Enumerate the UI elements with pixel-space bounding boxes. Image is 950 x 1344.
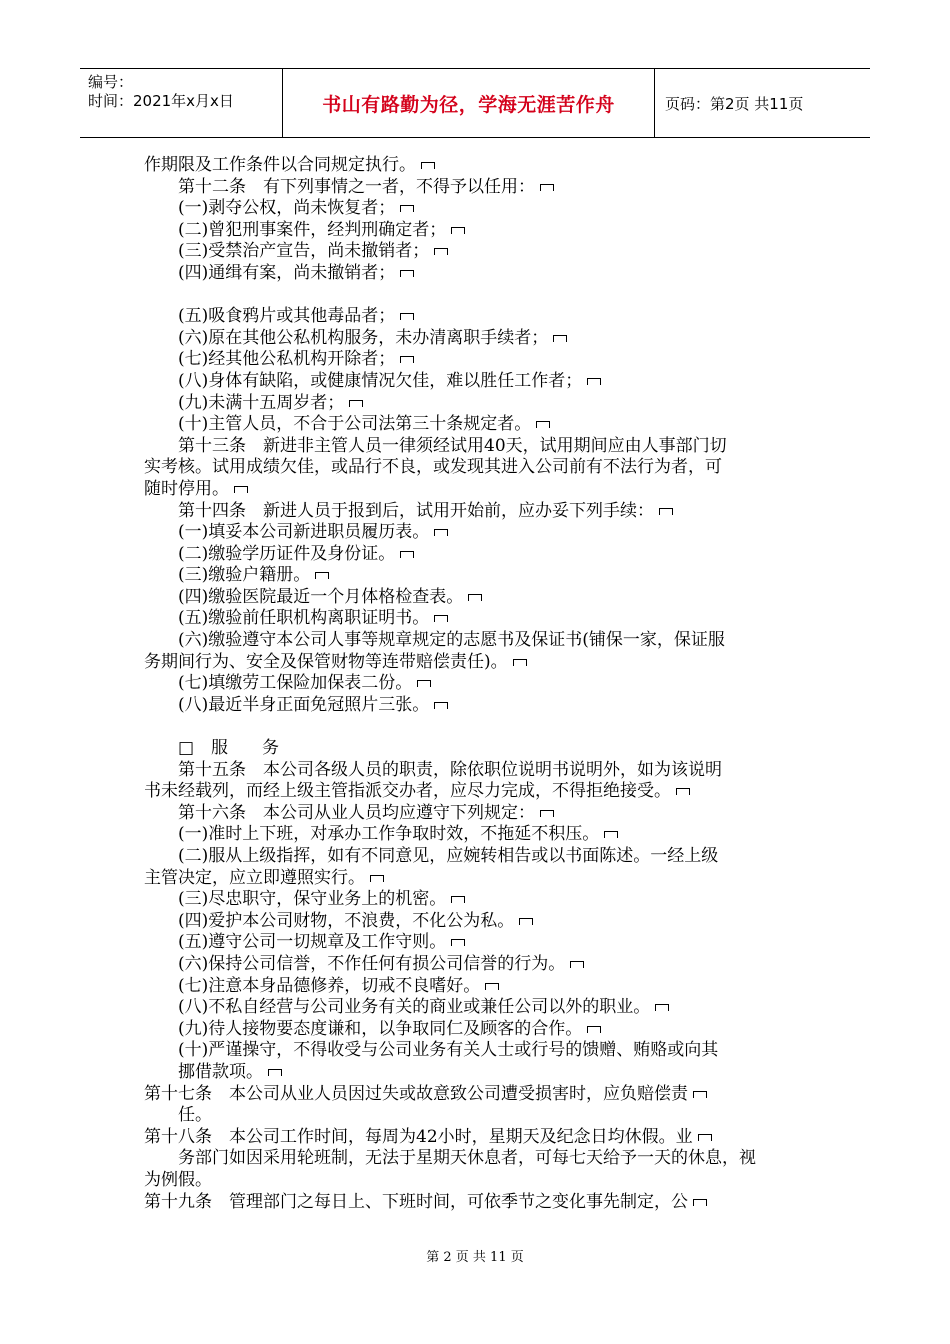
line-text: (四)缴验医院最近一个月体格检查表。 (178, 586, 464, 607)
text-line (144, 1127, 814, 1149)
text-line (144, 177, 814, 199)
text-line (144, 824, 814, 846)
line-text: (六)保持公司信誉，不作任何有损公司信誉的行为。 (178, 953, 566, 974)
line-text: (五)缴验前任职机构离职证明书。 (178, 608, 430, 629)
section-heading (144, 738, 814, 760)
paragraph-mark-icon (485, 983, 499, 990)
line-text: 第十七条 本公司从业人员因过失或故意致公司遭受损害时，应负赔偿责 (144, 1083, 688, 1104)
line-text: (三)缴验户籍册。 (178, 565, 311, 586)
text-line (144, 630, 814, 652)
text-line (144, 522, 814, 544)
paragraph-mark-icon (468, 594, 482, 601)
paragraph-mark-icon (587, 1026, 601, 1033)
text-line (144, 1019, 814, 1041)
text-line (144, 954, 814, 976)
text-line (144, 911, 814, 933)
text-line (144, 889, 814, 911)
paragraph-mark-icon (655, 1004, 669, 1011)
line-text: □ 服 务 (178, 738, 280, 759)
line-text: 第十三条 新进非主管人员一律须经试用40天，试用期间应由人事部门切 (178, 435, 727, 456)
line-text: (七)填缴劳工保险加保表二份。 (178, 673, 413, 694)
line-text: (八)不私自经营与公司业务有关的商业或兼任公司以外的职业。 (178, 997, 651, 1018)
text-line (144, 997, 814, 1019)
line-text: (二)缴验学历证件及身份证。 (178, 543, 396, 564)
line-text: 第十九条 管理部门之每日上、下班时间，可依季节之变化事先制定，公 (144, 1191, 688, 1212)
text-line (144, 241, 814, 263)
paragraph-mark-icon (400, 313, 414, 320)
header-meta-cell (80, 69, 283, 137)
paragraph-mark-icon (604, 831, 618, 838)
text-line (144, 803, 814, 825)
line-text: (七)经其他公私机构开除者； (178, 349, 396, 370)
line-text: (十)严谨操守，不得收受与公司业务有关人士或行号的馈赠、贿赂或向其 (178, 1040, 719, 1061)
text-line (144, 1084, 814, 1106)
line-text: (六)缴验遵守本公司人事等规章规定的志愿书及保证书(铺保一家，保证服 (178, 630, 725, 651)
paragraph-mark-icon (421, 162, 435, 169)
line-text: (五)遵守公司一切规章及工作守则。 (178, 932, 447, 953)
line-text: (四)通缉有案，尚未撤销者； (178, 262, 396, 283)
text-line (144, 565, 814, 587)
paragraph-mark-icon (268, 1069, 282, 1076)
paragraph-mark-icon (693, 1199, 707, 1206)
paragraph-mark-icon (370, 875, 384, 882)
line-text: (三)受禁治产宣告，尚未撤销者； (178, 241, 430, 262)
paragraph-mark-icon (451, 227, 465, 234)
text-line (144, 695, 814, 717)
blank-line (144, 285, 814, 307)
line-text: 主管决定，应立即遵照实行。 (144, 867, 365, 888)
paragraph-mark-icon (451, 939, 465, 946)
paragraph-mark-icon (234, 486, 248, 493)
text-line (144, 371, 814, 393)
paragraph-mark-icon (513, 659, 527, 666)
line-text: (五)吸食鸦片或其他毒品者； (178, 306, 396, 327)
line-text: 任。 (178, 1105, 212, 1126)
text-line (144, 393, 814, 415)
text-line (144, 760, 814, 782)
text-line (144, 349, 814, 371)
text-line (144, 414, 814, 436)
text-line (144, 1040, 814, 1062)
text-line (144, 932, 814, 954)
line-text: 随时停用。 (144, 478, 229, 499)
paragraph-mark-icon (400, 205, 414, 212)
header-motto-cell (283, 69, 655, 137)
line-text: 实考核。试用成绩欠佳，或品行不良，或发现其进入公司前有不法行为者，可 (144, 457, 722, 478)
blank-line (144, 716, 814, 738)
text-line (144, 457, 814, 479)
paragraph-mark-icon (570, 961, 584, 968)
paragraph-mark-icon (540, 810, 554, 817)
text-line (144, 1170, 814, 1192)
paragraph-mark-icon (434, 702, 448, 709)
paragraph-mark-icon (434, 529, 448, 536)
line-text: (四)爱护本公司财物，不浪费，不化公为私。 (178, 910, 515, 931)
text-line (144, 846, 814, 868)
text-line (144, 587, 814, 609)
line-text: 第十二条 有下列事情之一者，不得予以任用： (178, 176, 535, 197)
text-line (144, 1192, 814, 1214)
text-line (144, 1105, 814, 1127)
text-line (144, 673, 814, 695)
time-label: 时间：2021年x月x日 (88, 92, 234, 110)
header-page-info: 页码：第2页 共11页 (665, 94, 804, 113)
paragraph-mark-icon (587, 378, 601, 385)
text-line (144, 436, 814, 458)
paragraph-mark-icon (553, 335, 567, 342)
line-text: (八)最近半身正面免冠照片三张。 (178, 694, 430, 715)
line-text: 第十五条 本公司各级人员的职责，除依职位说明书说明外，如为该说明 (178, 759, 722, 780)
line-text: (二)服从上级指挥，如有不同意见，应婉转相告或以书面陈述。一经上级 (178, 846, 719, 866)
paragraph-mark-icon (698, 1134, 712, 1141)
line-text: (六)原在其他公私机构服务，未办清离职手续者； (178, 327, 549, 348)
line-text: (十)主管人员，不合于公司法第三十条规定者。 (178, 414, 532, 435)
paragraph-mark-icon (434, 248, 448, 255)
paragraph-mark-icon (400, 270, 414, 277)
line-text: (九)未满十五周岁者； (178, 392, 345, 413)
line-text: 第十四条 新进人员于报到后，试用开始前，应办妥下列手续： (178, 500, 654, 521)
text-line (144, 652, 814, 674)
line-text: (八)身体有缺陷，或健康情况欠佳，难以胜任工作者； (178, 370, 583, 391)
text-line (144, 608, 814, 630)
line-text: 作期限及工作条件以合同规定执行。 (144, 155, 416, 175)
text-line (144, 220, 814, 242)
paragraph-mark-icon (349, 400, 363, 407)
text-line (144, 479, 814, 501)
line-text: (二)曾犯刑事案件，经判刑确定者； (178, 219, 447, 240)
paragraph-mark-icon (540, 184, 554, 191)
text-line (144, 155, 814, 177)
serial-number-label: 编号： (88, 73, 134, 91)
text-line (144, 263, 814, 285)
text-line (144, 544, 814, 566)
paragraph-mark-icon (451, 896, 465, 903)
document-body (144, 155, 814, 1213)
text-line (144, 306, 814, 328)
text-line (144, 501, 814, 523)
paragraph-mark-icon (417, 680, 431, 687)
line-text: (一)填妥本公司新进职员履历表。 (178, 522, 430, 543)
page-header (80, 68, 870, 138)
line-text: 务部门如因采用轮班制，无法于星期天休息者，可每七天给予一天的休息，视 (178, 1148, 756, 1169)
line-text: 为例假。 (144, 1169, 212, 1190)
text-line (144, 868, 814, 890)
text-line (144, 976, 814, 998)
header-page-cell (655, 69, 870, 137)
line-text: 挪借款项。 (178, 1061, 263, 1082)
paragraph-mark-icon (400, 356, 414, 363)
line-text: 务期间行为、安全及保管财物等连带赔偿责任)。 (144, 651, 508, 672)
text-line (144, 1148, 814, 1170)
text-line (144, 1062, 814, 1084)
paragraph-mark-icon (400, 551, 414, 558)
paragraph-mark-icon (676, 788, 690, 795)
line-text: (九)待人接物要态度谦和，以争取同仁及顾客的合作。 (178, 1018, 583, 1039)
text-line (144, 198, 814, 220)
paragraph-mark-icon (315, 572, 329, 579)
line-text: (七)注意本身品德修养，切戒不良嗜好。 (178, 975, 481, 996)
paragraph-mark-icon (536, 421, 550, 428)
line-text: 书未经载列，而经上级主管指派交办者，应尽力完成，不得拒绝接受。 (144, 781, 671, 802)
line-text: (一)准时上下班，对承办工作争取时效，不拖延不积压。 (178, 824, 600, 845)
page-footer: 第 2 页 共 11 页 (426, 1250, 524, 1265)
line-text: (一)剥夺公权，尚未恢复者； (178, 198, 396, 219)
line-text: (三)尽忠职守，保守业务上的机密。 (178, 889, 447, 910)
line-text: 第十六条 本公司从业人员均应遵守下列规定： (178, 802, 535, 823)
paragraph-mark-icon (659, 508, 673, 515)
text-line (144, 781, 814, 803)
paragraph-mark-icon (519, 918, 533, 925)
paragraph-mark-icon (434, 615, 448, 622)
paragraph-mark-icon (693, 1091, 707, 1098)
header-motto: 书山有路勤为径，学海无涯苦作舟 (322, 93, 615, 116)
text-line (144, 328, 814, 350)
line-text: 第十八条 本公司工作时间，每周为42小时，星期天及纪念日均休假。业 (144, 1126, 693, 1147)
